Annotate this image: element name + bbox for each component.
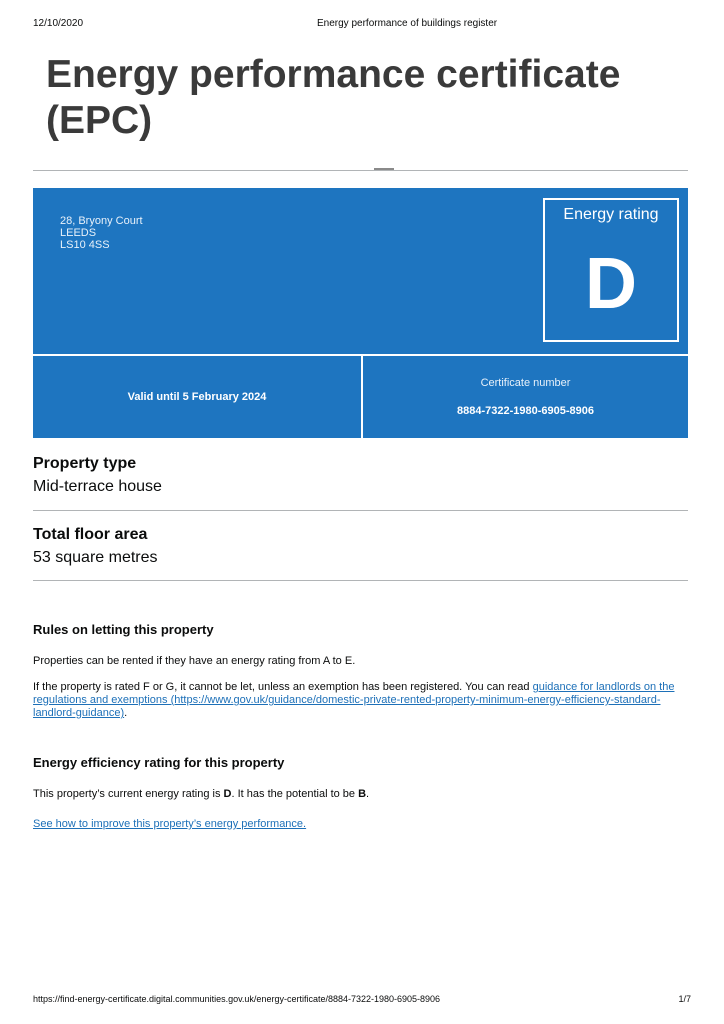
print-document-title: Energy performance of buildings register	[317, 18, 498, 29]
letting-exemption-intro: If the property is rated F or G, it cannot be let, unless an exemption has been registered. You can read	[33, 681, 533, 693]
print-header	[33, 18, 691, 32]
page-number: 1/7	[678, 994, 691, 1004]
property-type-section	[33, 453, 688, 499]
potential-rating: B	[358, 788, 367, 800]
floor-area-label: Total floor area	[33, 526, 148, 543]
divider-mark	[374, 168, 394, 170]
improve-performance-link[interactable]: See how to improve this property’s energy performance.	[33, 818, 307, 830]
divider	[33, 580, 688, 581]
property-type-label: Property type	[33, 455, 137, 472]
page-title: Energy performance certificate (EPC)	[46, 53, 621, 142]
address-postcode: LS10 4SS	[60, 239, 110, 251]
epc-summary-box	[33, 188, 688, 438]
energy-rating-label: Energy rating	[563, 206, 659, 223]
efficiency-rating-heading: Energy efficiency rating for this property	[33, 755, 285, 770]
efficiency-intro: This property’s current energy rating is	[33, 788, 224, 800]
print-url: https://find-energy-certificate.digital.communities.gov.uk/energy-certificate/8884-7322-1980-6905-8906	[33, 994, 441, 1004]
floor-area-section	[33, 524, 688, 570]
letting-exemption-text	[33, 681, 688, 720]
efficiency-middle: . It has the potential to be	[231, 788, 359, 800]
floor-area-value: 53 square metres	[33, 549, 158, 566]
print-date: 12/10/2020	[33, 18, 84, 29]
improve-performance-paragraph	[33, 818, 688, 831]
efficiency-rating-text	[33, 788, 688, 801]
energy-rating-letter: D	[585, 244, 637, 324]
divider	[33, 510, 688, 511]
address-line-1: 28, Bryony Court	[60, 215, 143, 227]
divider	[33, 170, 688, 171]
certificate-number-label: Certificate number	[480, 377, 571, 389]
efficiency-end: .	[366, 788, 370, 800]
letting-exemption-end: .	[124, 707, 128, 719]
current-rating: D	[223, 788, 232, 800]
property-type-value: Mid-terrace house	[33, 478, 162, 495]
valid-until: Valid until 5 February 2024	[127, 391, 267, 403]
letting-rules-heading: Rules on letting this property	[33, 622, 214, 637]
energy-rating-panel	[543, 198, 679, 342]
box-divider-vertical	[361, 356, 363, 438]
print-footer	[33, 994, 691, 1008]
address-line-2: LEEDS	[60, 227, 97, 239]
certificate-number: 8884-7322-1980-6905-8906	[456, 405, 594, 417]
letting-rules-text: Properties can be rented if they have an energy rating from A to E.	[33, 655, 356, 667]
property-address	[60, 215, 143, 251]
landlord-guidance-link[interactable]: guidance for landlords on the regulations and exemptions (https://www.gov.uk/guidance/domestic-private-rented-property-minimum-energy-efficiency-standard-landlord-guidance)	[33, 681, 675, 719]
